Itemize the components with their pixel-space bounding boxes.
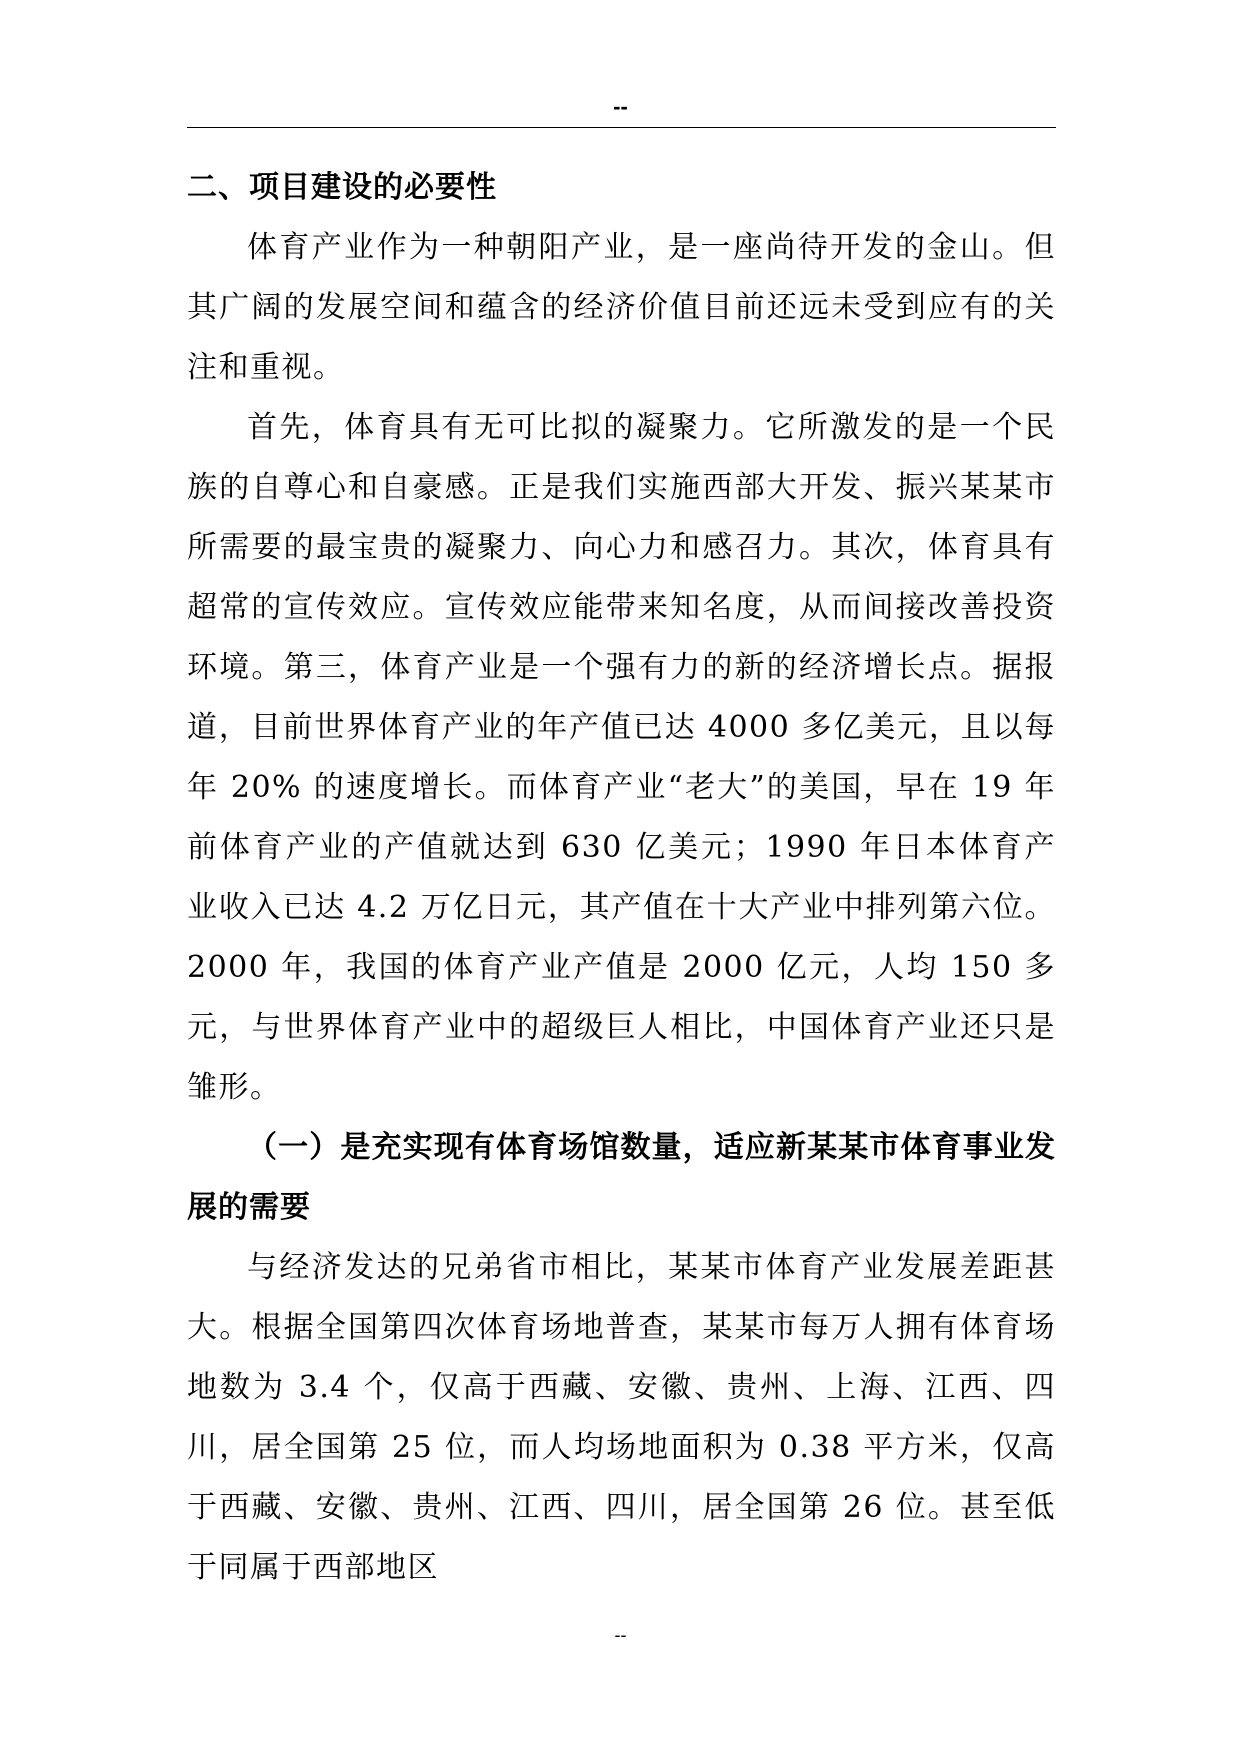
section-heading: 二、项目建设的必要性 — [187, 170, 497, 205]
header-divider — [187, 127, 1056, 128]
intro-paragraph: 体育产业作为一种朝阳产业，是一座尚待开发的金山。但其广阔的发展空间和蕴含的经济价值目前还远未受到应有的关注和重视。 — [187, 230, 1056, 385]
document-body — [187, 158, 1056, 1598]
page-header-mark: -- — [613, 94, 628, 119]
body-paragraph: 首先，体育具有无可比拟的凝聚力。它所激发的是一个民族的自尊心和自豪感。正是我们实施西部大开发、振兴某某市所需要的最宝贵的凝聚力、向心力和感召力。其次，体育具有超常的宣传效应。宣传效应能带来知名度，从而间接改善投资环境。第三，体育产业是一个强有力的新的经济增长点。据报道，目前世界体育产业的年产值已达 4000 多亿美元，且以每年 20% 的速度增长。而体育产业“老大”的美国，早在 19 年前体育产业的产值就达到 630 亿美元；1990 年日本体育产业收入已达 4.2 万亿日元，其产值在十大产业中排列第六位。2000 年，我国的体育产业产值是 2000 亿元，人均 150 多元，与世界体育产业中的超级巨人相比，中国体育产业还只是雏形。 — [187, 410, 1056, 1105]
subsection-heading: （一）是充实现有体育场馆数量，适应新某某市体育事业发展的需要 — [187, 1130, 1056, 1225]
page-footer-mark: -- — [614, 1625, 627, 1645]
subsection-paragraph: 与经济发达的兄弟省市相比，某某市体育产业发展差距甚大。根据全国第四次体育场地普查，某某市每万人拥有体育场地数为 3.4 个，仅高于西藏、安徽、贵州、上海、江西、四川，居全国第 25 位，而人均场地面积为 0.38 平方米，仅高于西藏、安徽、贵州、江西、四川，居全国第 26 位。甚至低于同属于西部地区 — [187, 1250, 1056, 1585]
